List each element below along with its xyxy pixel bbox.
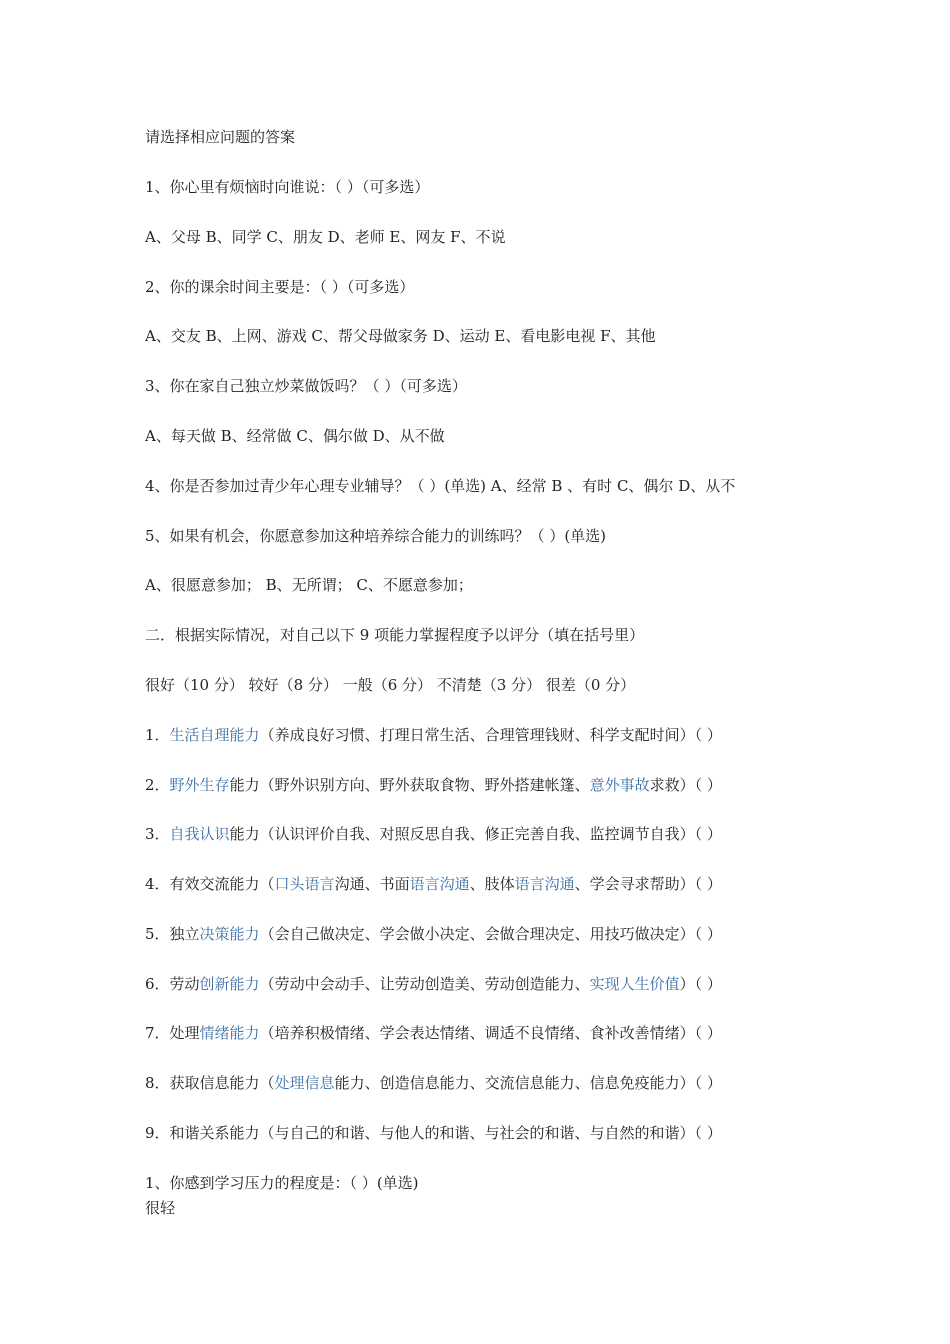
ability-link-info-processing[interactable]: 处理信息 [274, 1074, 335, 1092]
ability-number: 2． [145, 776, 170, 794]
ability-description-end: ）（ ） [679, 975, 722, 993]
ability-link-oral-language[interactable]: 口头语言 [274, 875, 335, 893]
ability-prefix: 8．获取信息能力（ [145, 1074, 275, 1092]
ability-text: 、肢体 [469, 875, 515, 893]
ability-item-9: 9．和谐关系能力（与自己的和谐、与他人的和谐、与社会的和谐、与自然的和谐）（ ） [145, 1124, 722, 1142]
ability-item-8 [145, 1073, 905, 1093]
ability-item-5 [145, 924, 905, 944]
ability-number: 3． [145, 825, 170, 843]
ability-link-emotion[interactable]: 情绪能力 [199, 1024, 260, 1042]
ability-description: 能力（野外识别方向、野外获取食物、野外搭建帐篷、 [229, 776, 590, 794]
ability-prefix: 6．劳动 [145, 975, 200, 993]
ability-description: （会自己做决定、学会做小决定、会做合理决定、用技巧做决定）（ ） [259, 925, 722, 943]
ability-prefix: 7．处理 [145, 1024, 200, 1042]
survey-heading: 请选择相应问题的答案 [145, 128, 296, 146]
ability-description: 能力（认识评价自我、对照反思自我、修正完善自我、监控调节自我）（ ） [229, 825, 722, 843]
ability-link-body-language-communication[interactable]: 语言沟通 [514, 875, 575, 893]
ability-description: （培养积极情绪、学会表达情绪、调适不良情绪、食补改善情绪）（ ） [259, 1024, 722, 1042]
rating-scale: 很好（10 分） 较好（8 分） 一般（6 分） 不清楚（3 分） 很差（0 分） [145, 676, 636, 694]
question-study-pressure-option: 很轻 [145, 1199, 176, 1217]
ability-description: （养成良好习惯、打理日常生活、合理管理钱财、科学支配时间）（ ） [259, 726, 722, 744]
question-2-options: A、交友 B、上网、游戏 C、帮父母做家务 D、运动 E、看电影电视 F、其他 [145, 327, 656, 345]
ability-link-self-awareness[interactable]: 自我认识 [169, 825, 230, 843]
ability-prefix: 4．有效交流能力（ [145, 875, 275, 893]
question-3-options: A、每天做 B、经常做 C、偶尔做 D、从不做 [145, 427, 445, 445]
ability-description: 能力、创造信息能力、交流信息能力、信息免疫能力）（ ） [334, 1074, 722, 1092]
ability-number: 1． [145, 726, 170, 744]
question-2: 2、你的课余时间主要是：（ ）（可多选） [145, 278, 415, 296]
ability-item-6 [145, 974, 905, 994]
question-1: 1、你心里有烦恼时向谁说：（ ）（可多选） [145, 178, 430, 196]
question-1-options: A、父母 B、同学 C、朋友 D、老师 E、网友 F、不说 [145, 228, 506, 246]
ability-link-accident[interactable]: 意外事故 [589, 776, 650, 794]
ability-prefix: 5．独立 [145, 925, 200, 943]
question-5-options: A、很愿意参加； B、无所谓； C、不愿意参加； [145, 576, 473, 594]
ability-link-life-value[interactable]: 实现人生价值 [589, 975, 680, 993]
ability-link-self-care[interactable]: 生活自理能力 [169, 726, 260, 744]
ability-item-2 [145, 775, 905, 795]
ability-link-innovation[interactable]: 创新能力 [199, 975, 260, 993]
question-5: 5、如果有机会，你愿意参加这种培养综合能力的训练吗？（ ）(单选) [145, 527, 607, 545]
ability-item-7 [145, 1023, 905, 1043]
ability-item-3 [145, 824, 905, 844]
ability-description-end: 求救）（ ） [649, 776, 722, 794]
ability-item-4 [145, 874, 905, 894]
ability-item-1 [145, 725, 905, 745]
question-3: 3、你在家自己独立炒菜做饭吗？（ ）（可多选） [145, 377, 467, 395]
question-study-pressure: 1、你感到学习压力的程度是：（ ）(单选) [145, 1174, 419, 1192]
ability-description-end: 、学会寻求帮助）（ ） [574, 875, 722, 893]
ability-link-language-communication[interactable]: 语言沟通 [409, 875, 470, 893]
question-4: 4、你是否参加过青少年心理专业辅导？（ ）(单选) A、经常 B 、有时 C、偶尔 D、从不 [145, 477, 736, 495]
ability-link-wild-survival[interactable]: 野外生存 [169, 776, 230, 794]
ability-text: 沟通、书面 [334, 875, 410, 893]
section-2-title: 二．根据实际情况，对自己以下 9 项能力掌握程度予以评分（填在括号里） [145, 626, 645, 644]
ability-link-decision-making[interactable]: 决策能力 [199, 925, 260, 943]
ability-description: （劳动中会动手、让劳动创造美、劳动创造能力、 [259, 975, 590, 993]
